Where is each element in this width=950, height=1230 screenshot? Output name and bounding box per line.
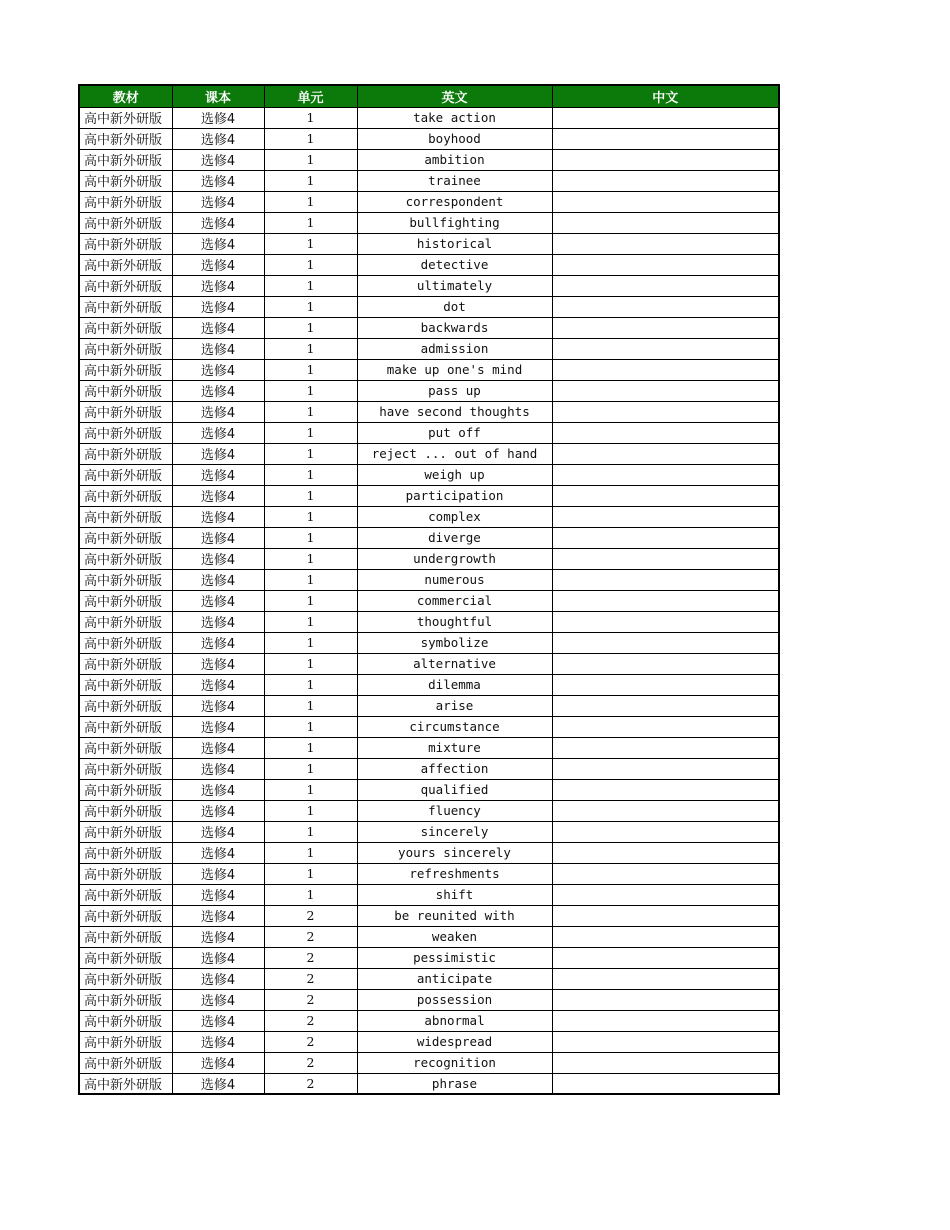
cell-chinese (552, 800, 779, 821)
cell-chinese (552, 107, 779, 128)
cell-textbook: 高中新外研版 (79, 758, 172, 779)
cell-book: 选修4 (172, 317, 264, 338)
cell-chinese (552, 275, 779, 296)
header-chinese: 中文 (552, 85, 779, 107)
header-book: 课本 (172, 85, 264, 107)
table-row (79, 296, 779, 317)
cell-unit: 1 (264, 527, 357, 548)
cell-unit: 1 (264, 233, 357, 254)
table-row (79, 674, 779, 695)
cell-textbook: 高中新外研版 (79, 506, 172, 527)
table-row (79, 359, 779, 380)
cell-chinese (552, 380, 779, 401)
table-row (79, 1010, 779, 1031)
vocabulary-table (78, 84, 780, 1095)
cell-textbook: 高中新外研版 (79, 254, 172, 275)
table-row (79, 695, 779, 716)
cell-chinese (552, 422, 779, 443)
cell-book: 选修4 (172, 590, 264, 611)
table-row (79, 212, 779, 233)
cell-english: bullfighting (357, 212, 552, 233)
cell-chinese (552, 506, 779, 527)
cell-english: refreshments (357, 863, 552, 884)
cell-unit: 1 (264, 611, 357, 632)
cell-english: make up one's mind (357, 359, 552, 380)
cell-book: 选修4 (172, 338, 264, 359)
cell-unit: 1 (264, 632, 357, 653)
table-row (79, 821, 779, 842)
cell-textbook: 高中新外研版 (79, 401, 172, 422)
cell-textbook: 高中新外研版 (79, 317, 172, 338)
cell-book: 选修4 (172, 653, 264, 674)
cell-textbook: 高中新外研版 (79, 170, 172, 191)
cell-book: 选修4 (172, 737, 264, 758)
cell-book: 选修4 (172, 863, 264, 884)
cell-english: anticipate (357, 968, 552, 989)
cell-textbook: 高中新外研版 (79, 695, 172, 716)
cell-book: 选修4 (172, 842, 264, 863)
cell-textbook: 高中新外研版 (79, 821, 172, 842)
cell-textbook: 高中新外研版 (79, 1052, 172, 1073)
header-english: 英文 (357, 85, 552, 107)
cell-english: possession (357, 989, 552, 1010)
cell-chinese (552, 968, 779, 989)
cell-unit: 1 (264, 590, 357, 611)
cell-english: shift (357, 884, 552, 905)
cell-unit: 1 (264, 128, 357, 149)
cell-book: 选修4 (172, 275, 264, 296)
cell-unit: 1 (264, 653, 357, 674)
cell-english: reject ... out of hand (357, 443, 552, 464)
cell-textbook: 高中新外研版 (79, 464, 172, 485)
cell-textbook: 高中新外研版 (79, 1031, 172, 1052)
table-row (79, 254, 779, 275)
cell-textbook: 高中新外研版 (79, 212, 172, 233)
cell-unit: 1 (264, 506, 357, 527)
cell-book: 选修4 (172, 527, 264, 548)
cell-textbook: 高中新外研版 (79, 779, 172, 800)
cell-textbook: 高中新外研版 (79, 737, 172, 758)
cell-book: 选修4 (172, 359, 264, 380)
table-body (79, 107, 779, 1094)
cell-book: 选修4 (172, 1052, 264, 1073)
cell-chinese (552, 758, 779, 779)
cell-book: 选修4 (172, 1073, 264, 1094)
cell-chinese (552, 611, 779, 632)
cell-book: 选修4 (172, 191, 264, 212)
table-row (79, 548, 779, 569)
cell-chinese (552, 527, 779, 548)
cell-english: alternative (357, 653, 552, 674)
cell-english: yours sincerely (357, 842, 552, 863)
cell-english: dot (357, 296, 552, 317)
cell-unit: 1 (264, 569, 357, 590)
cell-unit: 2 (264, 989, 357, 1010)
cell-chinese (552, 1031, 779, 1052)
table-row (79, 149, 779, 170)
cell-textbook: 高中新外研版 (79, 611, 172, 632)
cell-english: recognition (357, 1052, 552, 1073)
cell-unit: 1 (264, 191, 357, 212)
cell-book: 选修4 (172, 296, 264, 317)
table-row (79, 569, 779, 590)
cell-unit: 1 (264, 107, 357, 128)
cell-english: have second thoughts (357, 401, 552, 422)
cell-book: 选修4 (172, 611, 264, 632)
cell-book: 选修4 (172, 128, 264, 149)
cell-chinese (552, 737, 779, 758)
cell-english: widespread (357, 1031, 552, 1052)
cell-unit: 1 (264, 296, 357, 317)
cell-english: numerous (357, 569, 552, 590)
cell-chinese (552, 212, 779, 233)
cell-chinese (552, 884, 779, 905)
cell-book: 选修4 (172, 716, 264, 737)
cell-english: admission (357, 338, 552, 359)
cell-unit: 1 (264, 716, 357, 737)
cell-textbook: 高中新外研版 (79, 716, 172, 737)
cell-english: diverge (357, 527, 552, 548)
table-row (79, 275, 779, 296)
cell-book: 选修4 (172, 947, 264, 968)
table-row (79, 800, 779, 821)
cell-unit: 1 (264, 275, 357, 296)
cell-english: sincerely (357, 821, 552, 842)
cell-book: 选修4 (172, 758, 264, 779)
cell-textbook: 高中新外研版 (79, 947, 172, 968)
cell-unit: 1 (264, 443, 357, 464)
cell-book: 选修4 (172, 989, 264, 1010)
cell-chinese (552, 401, 779, 422)
table-row (79, 611, 779, 632)
cell-chinese (552, 779, 779, 800)
cell-unit: 1 (264, 674, 357, 695)
cell-unit: 1 (264, 338, 357, 359)
table-row (79, 506, 779, 527)
cell-chinese (552, 926, 779, 947)
cell-english: pessimistic (357, 947, 552, 968)
cell-english: fluency (357, 800, 552, 821)
table-row (79, 1073, 779, 1094)
cell-unit: 2 (264, 1073, 357, 1094)
cell-book: 选修4 (172, 569, 264, 590)
table-row (79, 905, 779, 926)
cell-english: detective (357, 254, 552, 275)
cell-english: pass up (357, 380, 552, 401)
cell-book: 选修4 (172, 107, 264, 128)
cell-textbook: 高中新外研版 (79, 380, 172, 401)
cell-book: 选修4 (172, 674, 264, 695)
cell-book: 选修4 (172, 443, 264, 464)
cell-textbook: 高中新外研版 (79, 842, 172, 863)
cell-book: 选修4 (172, 464, 264, 485)
cell-english: participation (357, 485, 552, 506)
cell-textbook: 高中新外研版 (79, 296, 172, 317)
table-row (79, 863, 779, 884)
cell-textbook: 高中新外研版 (79, 989, 172, 1010)
cell-english: abnormal (357, 1010, 552, 1031)
cell-textbook: 高中新外研版 (79, 1073, 172, 1094)
table-row (79, 107, 779, 128)
cell-unit: 1 (264, 317, 357, 338)
cell-book: 选修4 (172, 821, 264, 842)
cell-unit: 2 (264, 1010, 357, 1031)
cell-english: ambition (357, 149, 552, 170)
cell-unit: 1 (264, 884, 357, 905)
table-row (79, 380, 779, 401)
header-unit: 单元 (264, 85, 357, 107)
cell-textbook: 高中新外研版 (79, 632, 172, 653)
cell-english: affection (357, 758, 552, 779)
cell-unit: 1 (264, 548, 357, 569)
cell-textbook: 高中新外研版 (79, 275, 172, 296)
cell-book: 选修4 (172, 884, 264, 905)
cell-textbook: 高中新外研版 (79, 422, 172, 443)
cell-unit: 1 (264, 359, 357, 380)
cell-chinese (552, 716, 779, 737)
cell-unit: 1 (264, 821, 357, 842)
cell-textbook: 高中新外研版 (79, 485, 172, 506)
cell-book: 选修4 (172, 170, 264, 191)
cell-english: trainee (357, 170, 552, 191)
cell-unit: 1 (264, 779, 357, 800)
cell-chinese (552, 338, 779, 359)
cell-book: 选修4 (172, 548, 264, 569)
cell-english: put off (357, 422, 552, 443)
cell-textbook: 高中新外研版 (79, 233, 172, 254)
cell-english: arise (357, 695, 552, 716)
cell-textbook: 高中新外研版 (79, 968, 172, 989)
table-row (79, 1031, 779, 1052)
cell-chinese (552, 1073, 779, 1094)
cell-book: 选修4 (172, 506, 264, 527)
cell-book: 选修4 (172, 968, 264, 989)
cell-unit: 2 (264, 905, 357, 926)
table-row (79, 989, 779, 1010)
cell-book: 选修4 (172, 149, 264, 170)
cell-english: backwards (357, 317, 552, 338)
cell-english: weigh up (357, 464, 552, 485)
table-row (79, 191, 779, 212)
table-row (79, 338, 779, 359)
cell-textbook: 高中新外研版 (79, 443, 172, 464)
cell-textbook: 高中新外研版 (79, 548, 172, 569)
cell-chinese (552, 821, 779, 842)
cell-chinese (552, 569, 779, 590)
cell-chinese (552, 905, 779, 926)
cell-textbook: 高中新外研版 (79, 653, 172, 674)
cell-textbook: 高中新外研版 (79, 926, 172, 947)
cell-english: take action (357, 107, 552, 128)
cell-unit: 1 (264, 842, 357, 863)
cell-book: 选修4 (172, 422, 264, 443)
table-row (79, 947, 779, 968)
table-row (79, 317, 779, 338)
cell-chinese (552, 632, 779, 653)
table-row (79, 1052, 779, 1073)
cell-chinese (552, 317, 779, 338)
cell-chinese (552, 653, 779, 674)
cell-unit: 1 (264, 170, 357, 191)
table-row (79, 842, 779, 863)
cell-chinese (552, 128, 779, 149)
cell-unit: 1 (264, 380, 357, 401)
table-row (79, 716, 779, 737)
table-row (79, 233, 779, 254)
cell-chinese (552, 464, 779, 485)
cell-textbook: 高中新外研版 (79, 359, 172, 380)
cell-unit: 1 (264, 212, 357, 233)
cell-chinese (552, 548, 779, 569)
cell-unit: 2 (264, 1052, 357, 1073)
cell-textbook: 高中新外研版 (79, 128, 172, 149)
cell-chinese (552, 443, 779, 464)
cell-book: 选修4 (172, 695, 264, 716)
cell-english: symbolize (357, 632, 552, 653)
cell-textbook: 高中新外研版 (79, 884, 172, 905)
cell-unit: 1 (264, 695, 357, 716)
cell-textbook: 高中新外研版 (79, 590, 172, 611)
cell-chinese (552, 149, 779, 170)
cell-book: 选修4 (172, 779, 264, 800)
cell-chinese (552, 590, 779, 611)
cell-unit: 1 (264, 863, 357, 884)
cell-unit: 1 (264, 401, 357, 422)
cell-book: 选修4 (172, 905, 264, 926)
cell-chinese (552, 863, 779, 884)
cell-english: undergrowth (357, 548, 552, 569)
table-row (79, 464, 779, 485)
cell-chinese (552, 1052, 779, 1073)
cell-chinese (552, 233, 779, 254)
cell-unit: 1 (264, 737, 357, 758)
cell-english: ultimately (357, 275, 552, 296)
cell-unit: 1 (264, 254, 357, 275)
cell-book: 选修4 (172, 401, 264, 422)
cell-book: 选修4 (172, 1031, 264, 1052)
cell-english: complex (357, 506, 552, 527)
cell-chinese (552, 191, 779, 212)
cell-chinese (552, 947, 779, 968)
cell-textbook: 高中新外研版 (79, 800, 172, 821)
cell-english: weaken (357, 926, 552, 947)
table-row (79, 422, 779, 443)
cell-textbook: 高中新外研版 (79, 149, 172, 170)
cell-book: 选修4 (172, 485, 264, 506)
cell-chinese (552, 695, 779, 716)
cell-unit: 1 (264, 464, 357, 485)
cell-unit: 1 (264, 485, 357, 506)
cell-english: be reunited with (357, 905, 552, 926)
cell-textbook: 高中新外研版 (79, 191, 172, 212)
cell-english: historical (357, 233, 552, 254)
cell-textbook: 高中新外研版 (79, 569, 172, 590)
cell-english: commercial (357, 590, 552, 611)
header-row (79, 85, 779, 107)
cell-book: 选修4 (172, 800, 264, 821)
cell-english: correspondent (357, 191, 552, 212)
cell-book: 选修4 (172, 233, 264, 254)
table-row (79, 737, 779, 758)
cell-chinese (552, 674, 779, 695)
table-row (79, 170, 779, 191)
cell-textbook: 高中新外研版 (79, 338, 172, 359)
cell-unit: 2 (264, 947, 357, 968)
table-row (79, 653, 779, 674)
cell-english: circumstance (357, 716, 552, 737)
cell-chinese (552, 485, 779, 506)
cell-textbook: 高中新外研版 (79, 107, 172, 128)
table-row (79, 926, 779, 947)
cell-textbook: 高中新外研版 (79, 905, 172, 926)
cell-english: mixture (357, 737, 552, 758)
cell-chinese (552, 989, 779, 1010)
cell-book: 选修4 (172, 1010, 264, 1031)
table-row (79, 485, 779, 506)
header-textbook: 教材 (79, 85, 172, 107)
cell-textbook: 高中新外研版 (79, 863, 172, 884)
cell-book: 选修4 (172, 926, 264, 947)
cell-chinese (552, 296, 779, 317)
table-row (79, 590, 779, 611)
cell-english: qualified (357, 779, 552, 800)
cell-english: boyhood (357, 128, 552, 149)
table-row (79, 779, 779, 800)
cell-unit: 2 (264, 1031, 357, 1052)
cell-book: 选修4 (172, 212, 264, 233)
table-row (79, 401, 779, 422)
table-row (79, 758, 779, 779)
cell-textbook: 高中新外研版 (79, 674, 172, 695)
table-row (79, 968, 779, 989)
cell-chinese (552, 170, 779, 191)
cell-unit: 2 (264, 968, 357, 989)
cell-unit: 1 (264, 422, 357, 443)
cell-book: 选修4 (172, 254, 264, 275)
cell-english: phrase (357, 1073, 552, 1094)
cell-book: 选修4 (172, 632, 264, 653)
cell-chinese (552, 359, 779, 380)
cell-english: thoughtful (357, 611, 552, 632)
table-row (79, 443, 779, 464)
table-row (79, 632, 779, 653)
cell-textbook: 高中新外研版 (79, 527, 172, 548)
cell-english: dilemma (357, 674, 552, 695)
table-row (79, 884, 779, 905)
cell-book: 选修4 (172, 380, 264, 401)
cell-chinese (552, 842, 779, 863)
table-row (79, 128, 779, 149)
table-row (79, 527, 779, 548)
cell-chinese (552, 1010, 779, 1031)
cell-unit: 1 (264, 149, 357, 170)
cell-unit: 1 (264, 758, 357, 779)
cell-unit: 2 (264, 926, 357, 947)
cell-textbook: 高中新外研版 (79, 1010, 172, 1031)
cell-unit: 1 (264, 800, 357, 821)
cell-chinese (552, 254, 779, 275)
